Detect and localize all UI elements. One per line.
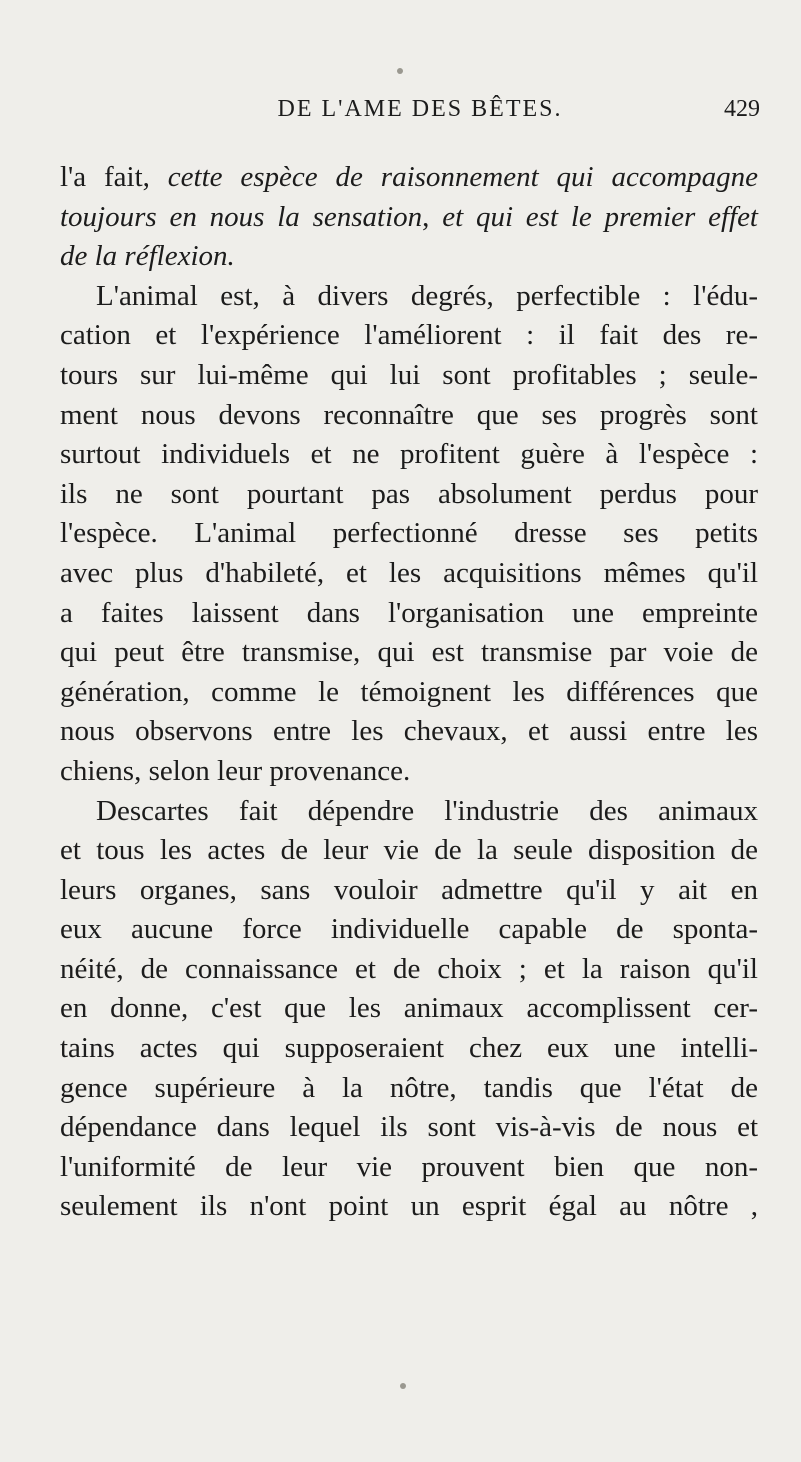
text-line-9: ils ne sont pourtant pas absolument perdus pour	[60, 477, 758, 510]
page-header	[60, 96, 760, 136]
text-line-6: tours sur lui-même qui lui sont profitables ; seule-	[60, 358, 758, 391]
page-mark-bottom	[400, 1383, 406, 1389]
text-line-24: gence supérieure à la nôtre, tandis que l'état de	[60, 1071, 758, 1104]
text-line-17: Descartes fait dépendre l'industrie des animaux	[96, 794, 758, 827]
running-head: DE L'AME DES BÊTES.	[277, 96, 563, 122]
text-line-8: surtout individuels et ne profitent guère à l'espèce :	[60, 438, 758, 471]
page-number: 429	[724, 96, 760, 122]
text-line-22: en donne, c'est que les animaux accomplissent cer-	[60, 992, 758, 1025]
text-line-14: génération, comme le témoignent les différences que	[60, 675, 758, 708]
text-line-4: L'animal est, à divers degrés, perfectible : l'édu-	[96, 279, 758, 312]
text-line-1	[60, 158, 758, 198]
text-line-13: qui peut être transmise, qui est transmise par voie de	[60, 636, 758, 669]
line-1-italic: cette espèce de raisonnement qui accompagne	[167, 161, 759, 193]
text-line-19: leurs organes, sans vouloir admettre qu'il y ait en	[60, 873, 758, 906]
line-2-italic-b: et qui est le premier effet	[442, 200, 758, 233]
line-1-roman: l'a fait,	[60, 161, 168, 193]
page-mark-top	[397, 68, 403, 74]
body-text	[60, 158, 758, 1227]
text-line-20: eux aucune force individuelle capable de sponta-	[60, 913, 758, 946]
line-2-italic: toujours en nous la sensation	[60, 200, 423, 233]
text-line-5: cation et l'expérience l'améliorent : il fait des re-	[60, 319, 758, 352]
text-line-18: et tous les actes de leur vie de la seule disposition de	[60, 834, 758, 867]
text-line-27: seulement ils n'ont point un esprit égal au nôtre ,	[60, 1190, 758, 1223]
line-3-italic: de la réflexion.	[60, 240, 235, 273]
text-line-21: néité, de connaissance et de choix ; et la raison qu'il	[60, 952, 758, 985]
text-line-23: tains actes qui supposeraient chez eux une intelli-	[60, 1032, 758, 1065]
text-line-3	[60, 237, 758, 277]
text-line-15: nous observons entre les chevaux, et aussi entre les	[60, 715, 758, 748]
text-line-25: dépendance dans lequel ils sont vis-à-vis de nous et	[60, 1111, 758, 1144]
text-line-16: chiens, selon leur provenance.	[60, 754, 411, 787]
text-line-26: l'uniformité de leur vie prouvent bien que non-	[60, 1150, 758, 1183]
text-line-2	[60, 198, 758, 238]
text-line-11: avec plus d'habileté, et les acquisitions mêmes qu'il	[60, 556, 758, 589]
line-2-roman: ,	[422, 200, 443, 233]
text-line-10: l'espèce. L'animal perfectionné dresse ses petits	[60, 517, 758, 550]
text-line-12: a faites laissent dans l'organisation une empreinte	[60, 596, 758, 629]
text-line-7: ment nous devons reconnaître que ses progrès sont	[60, 398, 758, 431]
